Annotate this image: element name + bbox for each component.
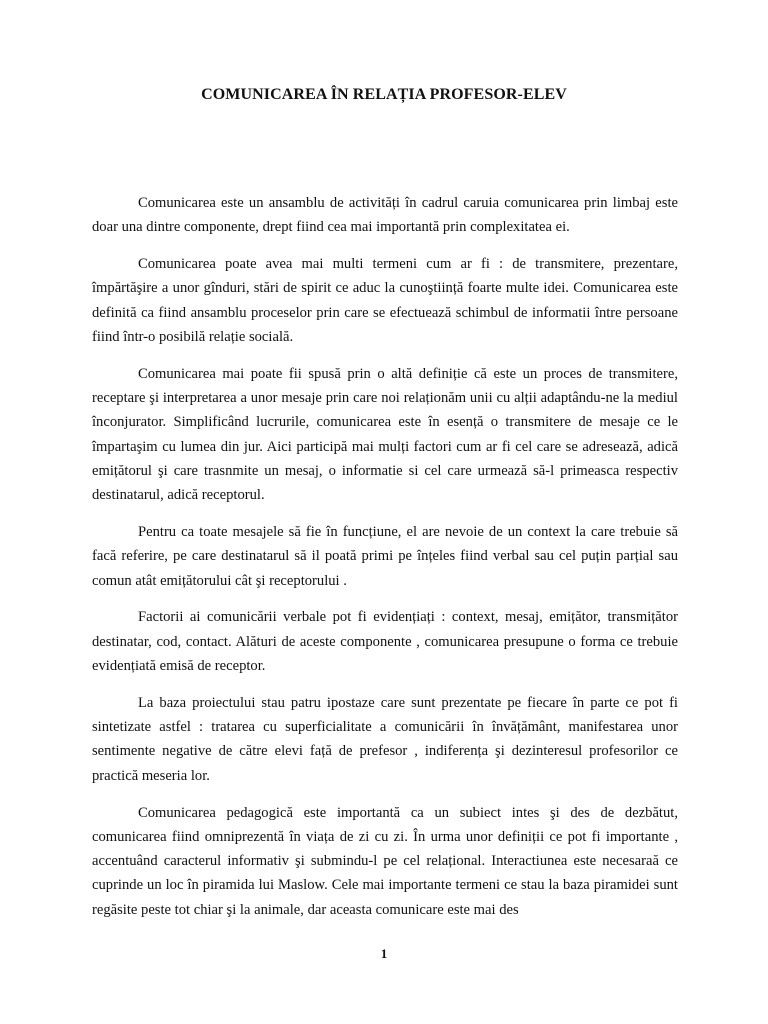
- paragraph-4: Pentru ca toate mesajele să fie în funcțiune, el are nevoie de un context la care trebuie să facă referire, pe care destinatarul să il poată primi pe înțeles fiind verbal sau cel puțin parțial sau comun atât emițătorului cât şi receptorului .: [92, 524, 678, 589]
- paragraph-1: Comunicarea este un ansamblu de activități în cadrul caruia comunicarea prin limbaj este doar una dintre componente, drept fiind cea mai importantă prin complexitatea ei.: [92, 195, 678, 236]
- page-number: 1: [380, 946, 388, 961]
- paragraph-3: Comunicarea mai poate fii spusă prin o altă definiție că este un proces de transmitere, receptare şi interpretarea a unor mesaje prin care noi relaționăm unii cu alții adaptându-ne la mediul înconjurator. Simplificând lucrurile, comunicarea este în esență o transmitere de mesaje ce le împartaşim cu lumea din jur. Aici participă mai mulți factori cum ar fi cel care se adresează, adică emițătorul şi care trasnmite un mesaj, o informatie si cel care urmează să-l primeasca respectiv destinatarul, adică receptorul.: [92, 365, 678, 504]
- document-body: [92, 191, 678, 935]
- paragraph-6: La baza proiectului stau patru ipostaze care sunt prezentate pe fiecare în parte ce pot fi sintetizate astfel : tratarea cu superficialitate a comunicării în învățământ, manifestarea unor sentimente negative de către elevi față de prefesor , indiferența şi dezinteresul profesorilor ce practică meseria lor.: [92, 694, 678, 784]
- document-title: COMUNICAREA ÎN RELAȚIA PROFESOR-ELEV: [201, 86, 567, 103]
- paragraph-5: Factorii ai comunicării verbale pot fi evidențiați : context, mesaj, emițător, transmițător destinatar, cod, contact. Alături de aceste componente , comunicarea presupune o forma ce trebuie evidențiată emisă de receptor.: [92, 609, 678, 675]
- paragraph-7: Comunicarea pedagogică este importantă ca un subiect intes şi des de dezbătut, comunicarea fiind omniprezentă în viața de zi cu zi. În urma unor definiții ce pot fi importante , accentuând caracterul informativ şi submindu-l pe cel relațional. Interactiunea este necesaraă ce cuprinde un loc în piramida lui Maslow. Cele mai importante termeni ce stau la baza piramidei sunt regăsite peste tot chiar şi la animale, dar aceasta comunicare este mai des: [92, 804, 678, 918]
- paragraph-2: Comunicarea poate avea mai multi termeni cum ar fi : de transmitere, prezentare, împărtăşire a unor gînduri, stări de spirit ce aduc la cunoştiință foarte multe idei. Comunicarea este definită ca fiind ansamblu proceselor prin care se efectuează schimbul de informatii între persoane fiind într-o posibilă relație socială.: [92, 256, 678, 345]
